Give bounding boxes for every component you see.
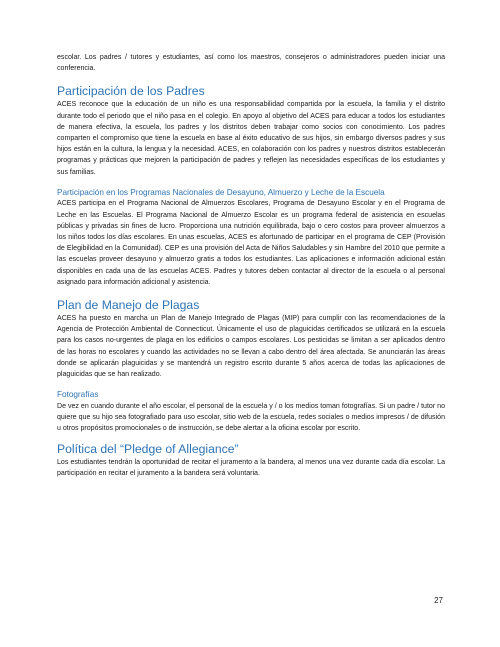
section-body-parent-participation: ACES reconoce que la educación de un niño es una responsabilidad compartida por la escuela, la familia y el distrito durante todo el periodo que el niño pasa en el colegio. En apoyo al objetivo del ACES para educar a todos los estudiantes de manera efectiva, la escuela, los padres y los distritos deben trabajar como socios con conocimiento. Los padres comparten el compromiso que tiene la escuela en base al éxito educativo de sus hijos, sin embargo diversos padres y sus hijos están en la cultura, la lengua y la necesidad. ACES, en colaboración con los padres y nuestros distritos establecerán programas y prácticas que mejoren la participación de padres y reflejen las necesidades específicas de los estudiantes y sus familias. xyxy=(57,101,445,176)
section-heading-parent-participation: Participación de los Padres xyxy=(57,84,205,99)
section-body-pest-management: ACES ha puesto en marcha un Plan de Manejo Integrado de Plagas (MIP) para cumplir con las recomendaciones de la Agencia de Protección Ambiental de Connecticut. Únicamente el uso de plaguicidas certificados se utilizará en la escuela para los casos no-urgentes de plaga en los edificios o campos escolares. Los pesticidas se limitan a ser aplicados dentro de las horas no escolares y cuando las actividades no se llevan a cabo dentro del área afectada. Se anunciarán las áreas donde se aplicarán plaguicidas y se mantendrá un registro escrito durante 5 años acerca de todas las aplicaciones de plaguicidas que se han realizado. xyxy=(57,314,445,378)
page-number: 27 xyxy=(434,596,443,605)
section-heading-meal-programs: Participación en los Programas Nacionales de Desayuno, Almuerzo y Leche de la Escuela xyxy=(57,187,385,197)
section-heading-pest-management: Plan de Manejo de Plagas xyxy=(57,297,200,312)
section-body-meal-programs: ACES participa en el Programa Nacional de Almuerzos Escolares, Programa de Desayuno Escolar y en el Programa de Leche en las Escuelas. El Programa Nacional de Almuerzo Escolar es un programa federal de asistencia en escuelas públicas y privadas sin fines de lucro. Proporciona una nutrición equilibrada, bajo o cero costos para proveer almuerzos a los niños todos los días escolares. En unas escuelas, ACES es afortunado de participar en el programa de CEP (Provisión de Elegibilidad en la Comunidad). CEP es una provisión del Acta de Niños Saludables y sin Hambre del 2010 que permite a las escuelas proveer desayuno y almuerzo gratis a todos los estudiantes. Las aplicaciones e información adicional están disponibles en cada una de las escuelas ACES. Padres y tutores deben contactar al director de la escuela o al personal asignado para información adicional y asistencia. xyxy=(57,200,445,286)
page-content xyxy=(57,52,445,480)
intro-paragraph: escolar. Los padres / tutores y estudiantes, así como los maestros, consejeros o administradores pueden iniciar una conferencia. xyxy=(57,54,445,73)
section-heading-photographs: Fotografías xyxy=(57,390,99,400)
section-body-pledge-policy: Los estudiantes tendrán la oportunidad de recitar el juramento a la bandera, al menos una vez durante cada día escolar. La participación en recitar el juramento a la bandera será voluntaria. xyxy=(57,459,445,478)
section-body-photographs: De vez en cuando durante el año escolar, el personal de la escuela y / o los medios toman fotografías. Si un padre / tutor no quiere que su hijo sea fotografiado para uso escolar, sitio web de la escuela, redes sociales o medios impresos / de difusión u otros propósitos promocionales o de instrucción, se debe alertar a la oficina escolar por escrito. xyxy=(57,402,445,433)
section-heading-pledge-policy: Política del “Pledge of Allegiance” xyxy=(57,442,239,457)
